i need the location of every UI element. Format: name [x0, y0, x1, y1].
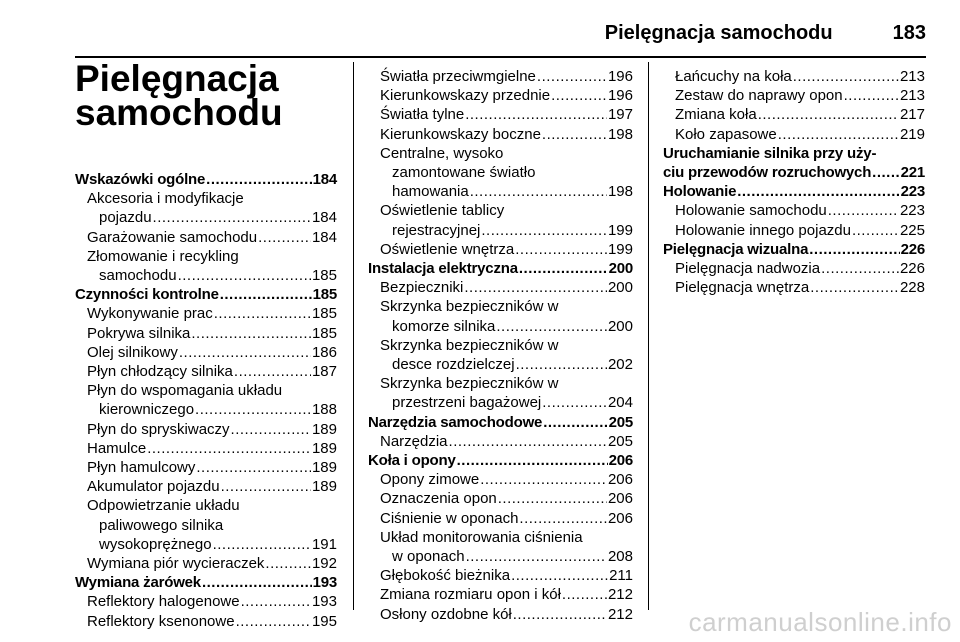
dot-leader	[195, 400, 311, 419]
toc-entry-title: samochodu	[99, 267, 177, 285]
toc-entry[interactable]	[368, 374, 633, 412]
toc-entry[interactable]	[368, 605, 633, 624]
toc-entry-row	[663, 240, 925, 259]
toc-entry-row	[87, 400, 337, 419]
dot-leader	[542, 125, 607, 144]
toc-page-number: 189	[311, 459, 337, 477]
toc-entry-row	[675, 259, 925, 278]
toc-entry-row	[87, 228, 337, 247]
toc-entry[interactable]	[663, 86, 925, 105]
toc-entry-line: Złomowanie i recykling	[87, 247, 239, 265]
toc-page-number: 200	[607, 279, 633, 297]
dot-leader	[542, 393, 607, 412]
dot-leader	[481, 221, 607, 240]
toc-entry[interactable]	[663, 125, 925, 144]
dot-leader	[214, 304, 311, 323]
dot-leader	[758, 105, 899, 124]
toc-entry-row	[75, 170, 337, 189]
toc-entry[interactable]	[663, 201, 925, 220]
dot-leader	[153, 208, 311, 227]
toc-entry[interactable]	[368, 585, 633, 604]
dot-leader	[828, 201, 899, 220]
toc-page-number: 211	[609, 567, 633, 585]
toc-entry[interactable]	[368, 509, 633, 528]
toc-entry-line: Centralne, wysoko	[380, 144, 504, 162]
toc-entry-title: Koła i opony	[368, 452, 456, 470]
dot-leader	[793, 67, 899, 86]
toc-entry-title: Światła tylne	[380, 106, 465, 124]
toc-entry-row	[380, 470, 633, 489]
toc-entry-title: Zmiana rozmiaru opon i kół	[380, 586, 561, 604]
toc-entry[interactable]	[368, 105, 633, 124]
toc-page-number: 206	[607, 509, 633, 527]
toc-entry-row	[87, 535, 337, 554]
toc-entry-row	[380, 509, 633, 528]
toc-entry-row	[87, 266, 337, 285]
toc-entry-title: przestrzeni bagażowej	[392, 394, 542, 412]
toc-entry[interactable]	[368, 297, 633, 335]
running-header	[0, 22, 926, 54]
toc-entry-line: Akcesoria i modyfikacje	[87, 190, 244, 208]
dot-leader	[179, 343, 311, 362]
dot-leader	[206, 170, 311, 189]
toc-entry[interactable]	[75, 612, 337, 631]
toc-column-1	[75, 170, 337, 631]
toc-entry-row	[380, 86, 633, 105]
toc-page-number: 184	[312, 171, 337, 188]
toc-entry-title: desce rozdzielczej	[392, 356, 515, 374]
toc-entry-row	[675, 221, 925, 240]
toc-entry-title: Pielęgnacja wizualna	[663, 240, 809, 258]
toc-entry-title: Reflektory ksenonowe	[87, 612, 235, 630]
toc-entry-row	[675, 105, 925, 124]
toc-entry[interactable]	[368, 278, 633, 297]
toc-column-2	[368, 67, 633, 624]
toc-entry-title: Opony zimowe	[380, 471, 480, 489]
dot-leader	[221, 477, 311, 496]
dot-leader	[196, 458, 311, 477]
toc-entry-row	[87, 554, 337, 573]
toc-entry[interactable]	[75, 362, 337, 381]
toc-entry-row	[380, 240, 633, 259]
toc-page-number: 202	[607, 356, 633, 374]
dot-leader	[778, 125, 899, 144]
toc-entry[interactable]	[75, 458, 337, 477]
page-title-line-2: samochodu	[75, 92, 283, 133]
toc-page-number: 204	[607, 394, 633, 412]
toc-entry-row	[675, 125, 925, 144]
toc-entry[interactable]	[368, 528, 633, 566]
toc-page-number: 189	[311, 420, 337, 438]
toc-entry[interactable]	[368, 489, 633, 508]
dot-leader	[231, 420, 311, 439]
toc-page-number: 189	[311, 478, 337, 496]
toc-entry-row	[87, 612, 337, 631]
toc-page-number: 196	[607, 87, 633, 105]
toc-page-number: 198	[607, 183, 633, 201]
dot-leader	[872, 163, 899, 182]
toc-entry-row	[380, 67, 633, 86]
toc-page-number: 189	[311, 439, 337, 457]
dot-leader	[551, 86, 607, 105]
toc-page-number: 187	[311, 363, 337, 381]
toc-entry-title: Holowanie innego pojazdu	[675, 221, 851, 239]
toc-entry-title: Zmiana koła	[675, 106, 757, 124]
toc-entry-line: Uruchamianie silnika przy uży-	[663, 144, 877, 162]
dot-leader	[852, 221, 899, 240]
toc-page-number: 200	[607, 317, 633, 335]
toc-section-entry[interactable]	[368, 259, 633, 278]
toc-entry-row	[87, 304, 337, 323]
toc-entry-row	[368, 451, 633, 470]
dot-leader	[516, 355, 607, 374]
toc-page-number: 198	[607, 125, 633, 143]
toc-entry-title: hamowania	[392, 183, 469, 201]
toc-entry[interactable]	[368, 144, 633, 202]
toc-entry-row	[75, 285, 337, 304]
toc-entry-row	[675, 278, 925, 297]
toc-entry-title: kierowniczego	[99, 401, 195, 419]
toc-entry-title: Hamulce	[87, 439, 147, 457]
toc-entry-title: Płyn hamulcowy	[87, 459, 196, 477]
toc-page-number: 197	[607, 106, 633, 124]
toc-entry-row	[675, 67, 925, 86]
dot-leader	[466, 547, 607, 566]
toc-entry-title: Zestaw do naprawy opon	[675, 87, 843, 105]
column-divider-1	[353, 62, 354, 610]
toc-page-number: 199	[607, 221, 633, 239]
toc-entry-title: Garażowanie samochodu	[87, 228, 258, 246]
toc-entry-row	[380, 317, 633, 336]
toc-entry[interactable]	[368, 566, 633, 585]
toc-entry-row	[87, 362, 337, 381]
toc-entry-row	[380, 605, 633, 624]
toc-entry-row	[380, 393, 633, 412]
toc-entry-title: Olej silnikowy	[87, 343, 178, 361]
toc-entry[interactable]	[75, 228, 337, 247]
toc-entry-line: Oświetlenie tablicy	[380, 202, 505, 220]
dot-leader	[513, 605, 607, 624]
toc-entry[interactable]	[663, 259, 925, 278]
toc-entry-row	[380, 125, 633, 144]
toc-page-number: 225	[899, 221, 925, 239]
toc-entry-row	[87, 592, 337, 611]
toc-page-number: 188	[311, 401, 337, 419]
toc-page-number: 212	[607, 605, 633, 623]
toc-entry[interactable]	[75, 439, 337, 458]
toc-entry-row	[380, 585, 633, 604]
toc-entry-title: Holowanie samochodu	[675, 202, 827, 220]
dot-leader	[147, 439, 311, 458]
toc-section-entry[interactable]	[663, 240, 925, 259]
toc-entry-line: Odpowietrzanie układu	[87, 497, 240, 515]
toc-page-number: 191	[311, 535, 337, 553]
toc-entry-title: Wskazówki ogólne	[75, 171, 206, 188]
toc-entry-title: Światła przeciwmgielne	[380, 68, 536, 85]
dot-leader	[519, 509, 607, 528]
dot-leader	[498, 489, 607, 508]
dot-leader	[220, 285, 312, 304]
toc-page-number: 223	[899, 202, 925, 220]
toc-page-number: 219	[899, 125, 925, 143]
toc-entry-row	[380, 432, 633, 451]
column-divider-2	[648, 62, 649, 610]
toc-page-number: 184	[311, 209, 337, 227]
toc-page-number: 205	[607, 432, 633, 450]
toc-page-number: 184	[311, 228, 337, 246]
toc-entry[interactable]	[75, 554, 337, 573]
dot-leader	[236, 612, 311, 631]
toc-entry-title: Pielęgnacja nadwozia	[675, 260, 821, 278]
toc-entry[interactable]	[75, 381, 337, 419]
toc-entry-row	[75, 573, 337, 592]
toc-entry-title: rejestracyjnej	[392, 221, 481, 239]
toc-section-entry[interactable]	[75, 285, 337, 304]
toc-entry-title: w oponach	[392, 548, 465, 566]
toc-page-number: 193	[312, 574, 337, 592]
toc-page-number: 213	[899, 68, 925, 85]
toc-entry-row	[380, 278, 633, 297]
dot-leader	[470, 182, 607, 201]
toc-entry-title: Ciśnienie w oponach	[380, 509, 519, 527]
toc-section-entry[interactable]	[368, 451, 633, 470]
toc-page-number: 226	[900, 240, 925, 258]
dot-leader	[265, 554, 311, 573]
toc-entry[interactable]	[663, 278, 925, 297]
toc-page-number: 185	[311, 324, 337, 342]
toc-page-number: 185	[311, 267, 337, 285]
dot-leader	[543, 413, 607, 432]
toc-entry-row	[87, 324, 337, 343]
dot-leader	[191, 324, 311, 343]
toc-entry-title: Koło zapasowe	[675, 125, 777, 143]
toc-entry-row	[675, 86, 925, 105]
toc-entry-row	[87, 343, 337, 362]
toc-entry-row	[87, 420, 337, 439]
toc-entry-title: Kierunkowskazy przednie	[380, 87, 551, 105]
toc-column-3	[663, 67, 925, 297]
toc-entry-title: Narzędzia samochodowe	[368, 413, 543, 431]
toc-page-number: 217	[899, 106, 925, 124]
dot-leader	[178, 266, 311, 285]
toc-entry[interactable]	[75, 324, 337, 343]
toc-page-number: 206	[608, 452, 633, 470]
toc-entry-title: Oznaczenia opon	[380, 490, 497, 508]
toc-section-entry[interactable]	[75, 573, 337, 592]
dot-leader	[844, 86, 899, 105]
toc-entry-row	[380, 355, 633, 374]
header-page-number: 183	[892, 22, 926, 44]
toc-entry-row	[87, 208, 337, 227]
toc-entry[interactable]	[663, 221, 925, 240]
toc-entry-title: Osłony ozdobne kół	[380, 605, 512, 623]
toc-entry-row	[87, 439, 337, 458]
toc-section-entry[interactable]	[663, 182, 925, 201]
toc-entry-line: Skrzynka bezpieczników w	[380, 298, 559, 316]
toc-entry[interactable]	[75, 247, 337, 285]
toc-entry[interactable]	[368, 336, 633, 374]
dot-leader	[213, 535, 311, 554]
dot-leader	[537, 67, 607, 86]
toc-entry-row	[663, 163, 925, 182]
toc-page-number: 185	[311, 305, 337, 323]
toc-entry-row	[87, 458, 337, 477]
header-title: Pielęgnacja samochodu	[604, 22, 833, 44]
toc-page-number: 185	[312, 286, 337, 304]
toc-entry-title: Wykonywanie prac	[87, 305, 213, 323]
toc-entry-title: Kierunkowskazy boczne	[380, 125, 541, 143]
toc-page-number: 208	[607, 548, 633, 566]
dot-leader	[449, 432, 607, 451]
toc-entry-title: Holowanie	[663, 183, 737, 201]
dot-leader	[234, 362, 311, 381]
dot-leader	[737, 182, 899, 201]
toc-entry-line: paliwowego silnika	[99, 516, 224, 534]
toc-entry-row	[380, 105, 633, 124]
toc-section-entry[interactable]	[663, 144, 925, 182]
page-title-line-1: Pielęgnacja	[75, 58, 279, 99]
toc-page-number: 196	[607, 68, 633, 85]
toc-entry-title: Bezpieczniki	[380, 279, 464, 297]
toc-entry-title: Narzędzia	[380, 432, 448, 450]
toc-entry-title: komorze silnika	[392, 317, 496, 335]
dot-leader	[480, 470, 607, 489]
toc-entry[interactable]	[368, 125, 633, 144]
toc-entry-title: pojazdu	[99, 209, 152, 227]
dot-leader	[465, 105, 607, 124]
toc-entry-row	[87, 477, 337, 496]
toc-entry-title: Akumulator pojazdu	[87, 478, 220, 496]
toc-entry-row	[380, 221, 633, 240]
page-title	[75, 58, 335, 133]
toc-page-number: 206	[607, 490, 633, 508]
toc-entry-title: Płyn do spryskiwaczy	[87, 420, 230, 438]
toc-page-number: 221	[900, 164, 925, 182]
toc-entry-row	[663, 182, 925, 201]
toc-entry[interactable]	[368, 67, 633, 86]
toc-entry[interactable]	[75, 189, 337, 227]
toc-page-number: 206	[607, 471, 633, 489]
toc-entry[interactable]	[75, 343, 337, 362]
toc-entry-title: Instalacja elektryczna	[368, 260, 518, 278]
toc-entry-row	[368, 259, 633, 278]
dot-leader	[464, 278, 607, 297]
toc-page-number: 205	[608, 413, 633, 431]
toc-entry[interactable]	[75, 496, 337, 554]
toc-page-number: 199	[607, 240, 633, 258]
toc-entry-line: zamontowane światło	[392, 164, 536, 182]
dot-leader	[519, 259, 608, 278]
dot-leader	[515, 240, 607, 259]
toc-entry-title: Oświetlenie wnętrza	[380, 240, 515, 258]
toc-entry[interactable]	[75, 304, 337, 323]
toc-entry[interactable]	[663, 105, 925, 124]
toc-entry[interactable]	[663, 67, 925, 86]
toc-entry-title: Wymiana żarówek	[75, 574, 201, 592]
toc-entry-line: Skrzynka bezpieczników w	[380, 336, 559, 354]
toc-entry-row	[380, 489, 633, 508]
toc-entry-title: Pielęgnacja wnętrza	[675, 279, 810, 297]
toc-entry-row	[380, 182, 633, 201]
toc-entry[interactable]	[368, 470, 633, 489]
toc-entry[interactable]	[75, 477, 337, 496]
toc-section-entry[interactable]	[368, 413, 633, 432]
toc-section-entry[interactable]	[75, 170, 337, 189]
toc-entry-row	[380, 566, 633, 585]
toc-entry-title: Reflektory halogenowe	[87, 593, 240, 611]
toc-entry-title: ciu przewodów rozruchowych	[663, 164, 872, 182]
toc-page-number: 213	[899, 87, 925, 105]
toc-entry[interactable]	[75, 592, 337, 611]
toc-page-number: 228	[899, 279, 925, 297]
toc-entry[interactable]	[368, 432, 633, 451]
dot-leader	[511, 566, 608, 585]
toc-page-number: 226	[899, 260, 925, 278]
dot-leader	[258, 228, 311, 247]
toc-page-number: 186	[311, 343, 337, 361]
toc-entry-line: Skrzynka bezpieczników w	[380, 375, 559, 393]
dot-leader	[821, 259, 899, 278]
toc-entry[interactable]	[368, 201, 633, 239]
toc-entry-title: Głębokość bieżnika	[380, 567, 511, 585]
toc-page-number: 193	[311, 593, 337, 611]
toc-entry-row	[368, 413, 633, 432]
watermark: carmanualsonline.info	[688, 607, 952, 637]
toc-entry-title: Czynności kontrolne	[75, 286, 219, 304]
toc-page-number: 195	[311, 612, 337, 630]
toc-entry[interactable]	[368, 86, 633, 105]
dot-leader	[202, 573, 312, 592]
toc-entry-title: Wymiana piór wycieraczek	[87, 555, 265, 573]
toc-entry-line: Układ monitorowania ciśnienia	[380, 528, 583, 546]
toc-entry-title: Łańcuchy na koła	[675, 68, 792, 85]
toc-entry-title: wysokoprężnego	[99, 535, 212, 553]
toc-entry-line: Płyn do wspomagania układu	[87, 382, 283, 400]
toc-page-number: 223	[900, 183, 925, 201]
toc-entry[interactable]	[368, 240, 633, 259]
dot-leader	[496, 317, 607, 336]
toc-page-number: 200	[608, 260, 633, 278]
toc-entry-row	[675, 201, 925, 220]
dot-leader	[810, 278, 899, 297]
toc-page-number: 192	[311, 555, 337, 573]
dot-leader	[809, 240, 899, 259]
dot-leader	[562, 585, 607, 604]
toc-entry-title: Płyn chłodzący silnika	[87, 363, 233, 381]
toc-entry-title: Pokrywa silnika	[87, 324, 191, 342]
dot-leader	[241, 592, 311, 611]
toc-page-number: 212	[607, 586, 633, 604]
toc-entry-row	[380, 547, 633, 566]
toc-entry[interactable]	[75, 420, 337, 439]
dot-leader	[457, 451, 608, 470]
